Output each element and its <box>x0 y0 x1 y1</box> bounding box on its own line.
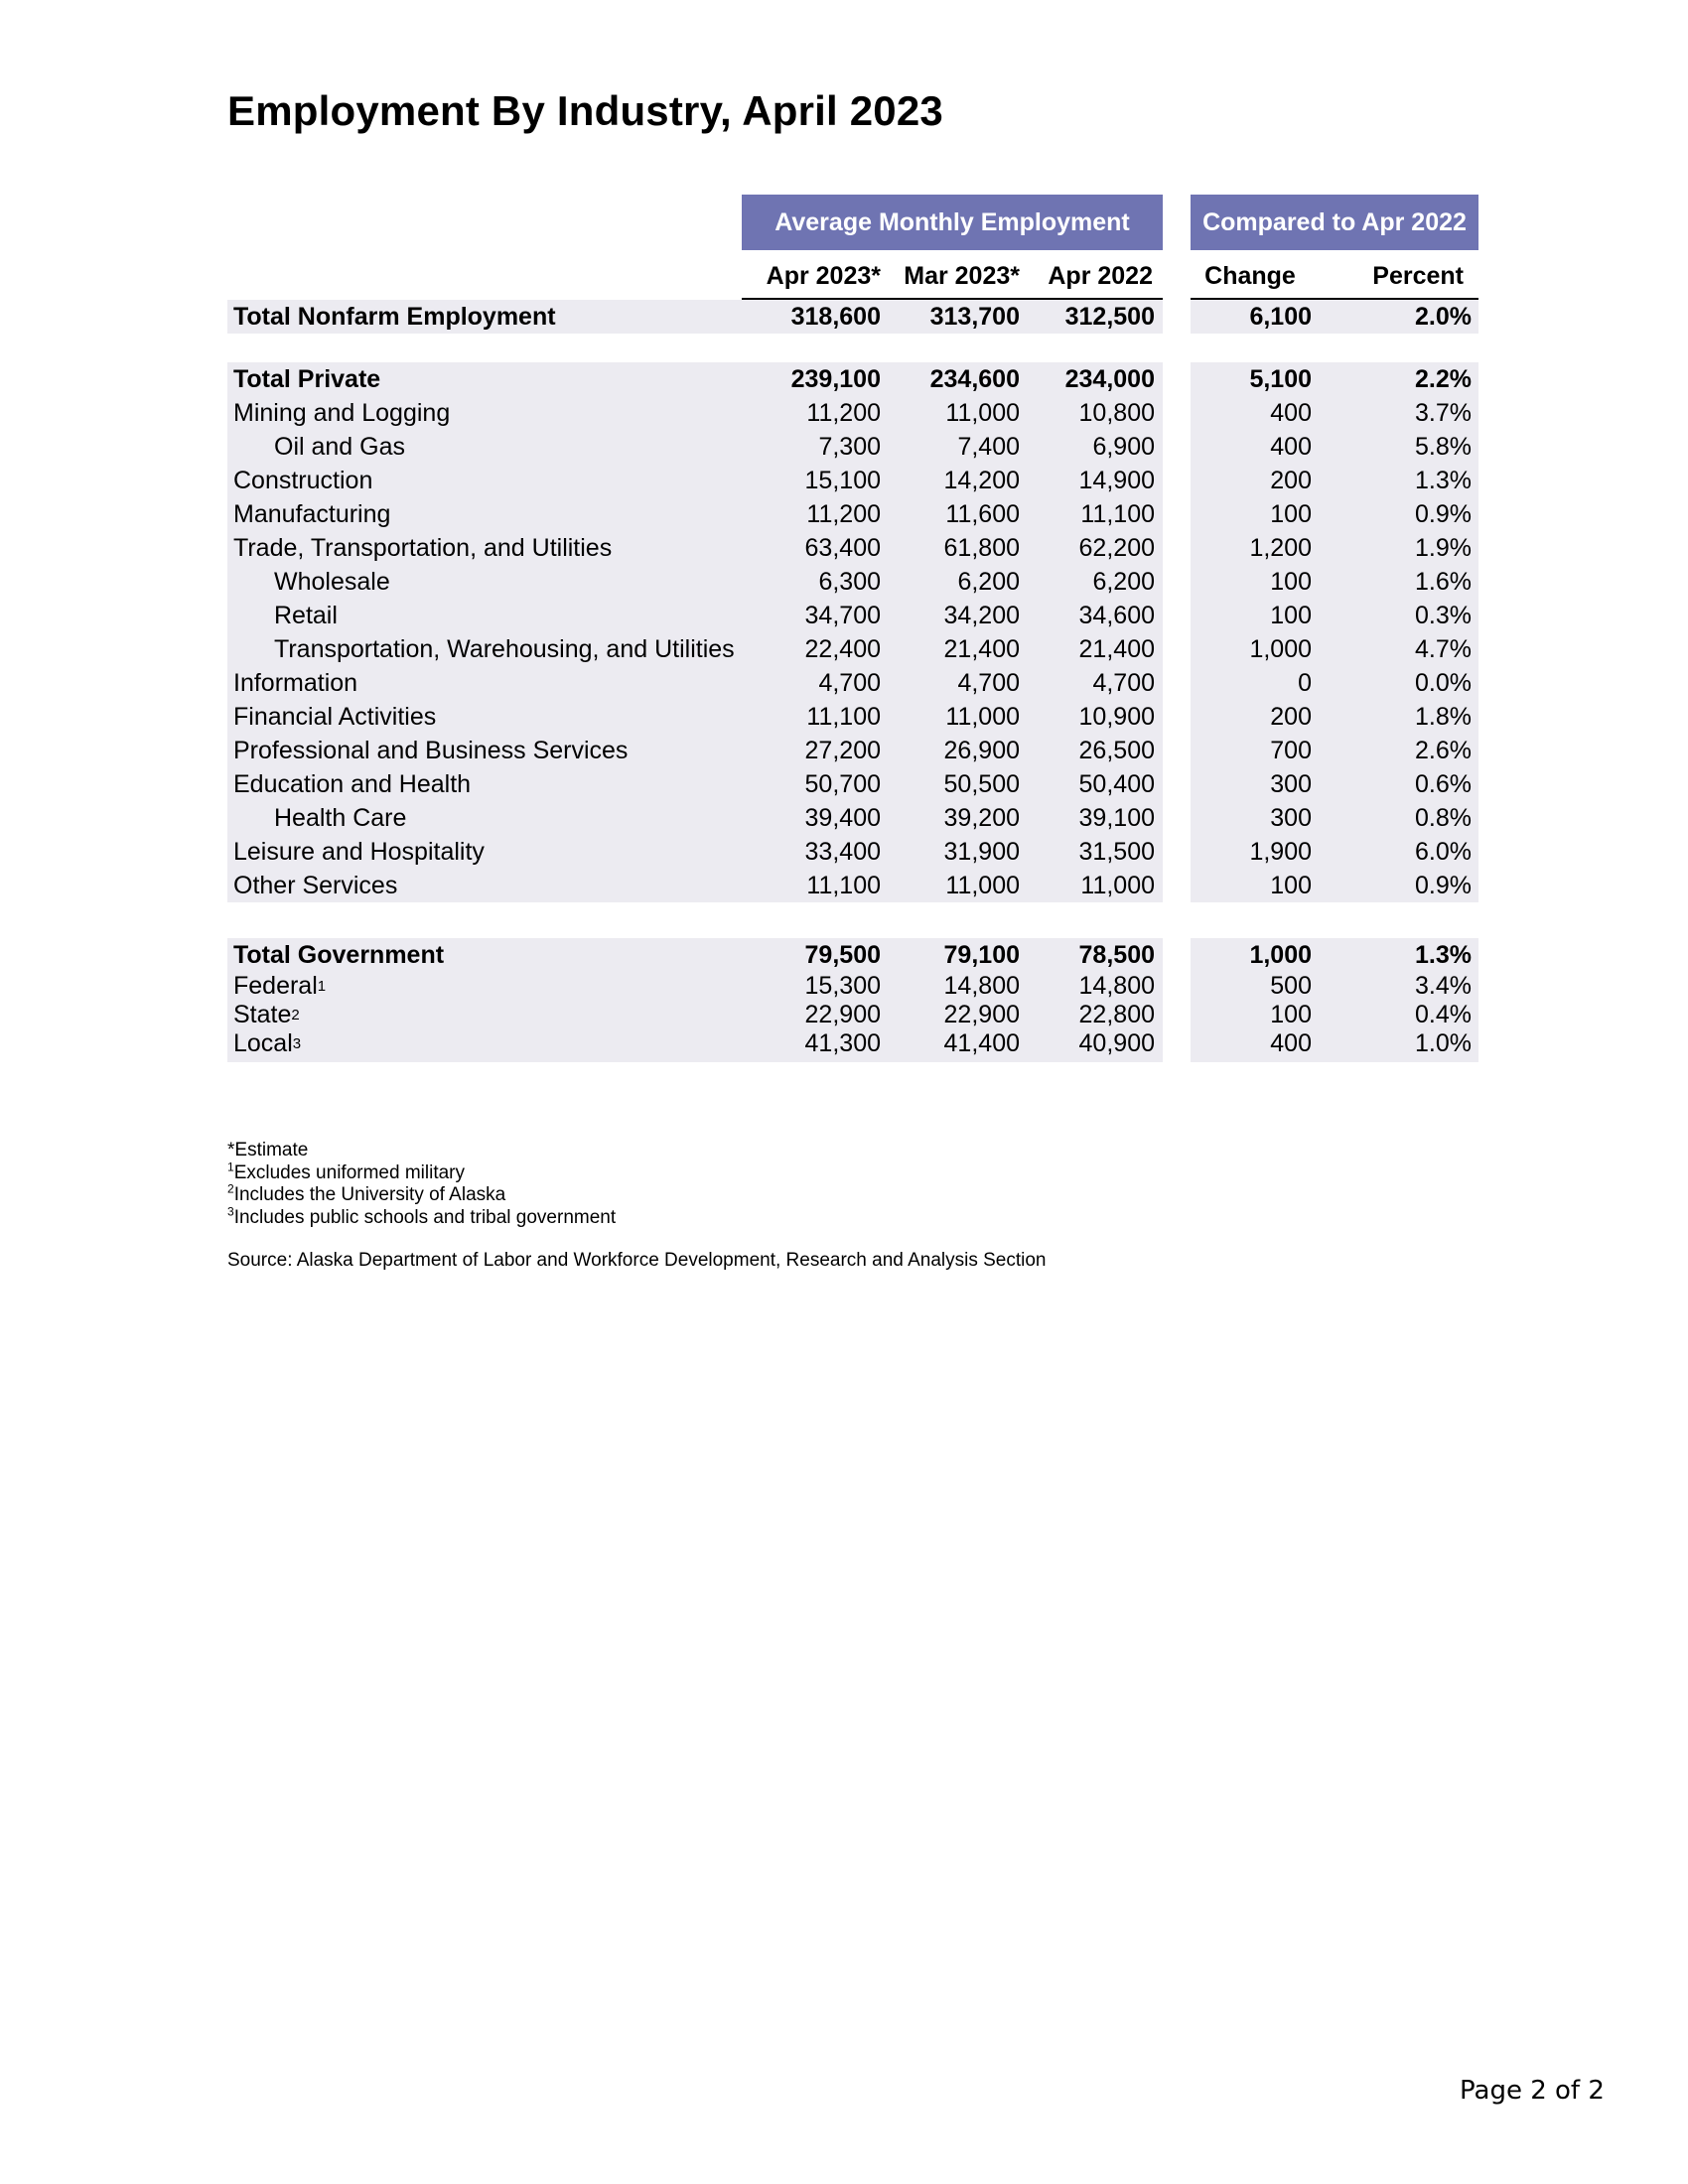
cell-percent: 0.6% <box>1415 769 1472 798</box>
cell-change: 100 <box>1270 1001 1312 1028</box>
column-header-percent: Percent <box>1372 261 1464 290</box>
page-number: Page 2 of 2 <box>1460 2076 1605 2106</box>
table-row <box>227 599 1478 632</box>
table-row <box>227 396 1478 430</box>
table-row <box>227 464 1478 497</box>
row-label-text: Education and Health <box>233 769 472 798</box>
row-label: Federal 1 <box>233 972 327 1000</box>
cell-apr2022: 78,500 <box>1078 940 1155 969</box>
cell-change: 100 <box>1270 601 1312 629</box>
cell-apr2023: 39,400 <box>804 803 881 832</box>
table-row <box>227 869 1478 902</box>
row-label-text: Total Private <box>233 364 381 393</box>
cell-apr2023: 11,100 <box>806 702 881 731</box>
cell-apr2022: 39,100 <box>1078 803 1155 832</box>
cell-apr2023: 22,400 <box>804 634 881 663</box>
table-row <box>227 1029 1478 1058</box>
column-header-apr-2023: Apr 2023* <box>766 261 881 290</box>
cell-apr2023: 318,600 <box>790 302 881 331</box>
cell-apr2022: 21,400 <box>1078 634 1155 663</box>
row-label-text: Federal <box>233 972 318 1000</box>
row-label-text: Wholesale <box>274 567 390 596</box>
table-row <box>227 972 1478 1001</box>
cell-mar2023: 41,400 <box>943 1029 1020 1057</box>
cell-mar2023: 14,800 <box>943 972 1020 1000</box>
cell-apr2023: 27,200 <box>804 736 881 764</box>
table-row <box>227 700 1478 734</box>
footnote-text: *Estimate <box>227 1140 309 1160</box>
cell-change: 700 <box>1270 736 1312 764</box>
footnote-marker: 1 <box>227 1160 234 1174</box>
cell-apr2023: 7,300 <box>818 432 881 461</box>
cell-apr2023: 4,700 <box>818 668 881 697</box>
row-label-text: Professional and Business Services <box>233 736 629 764</box>
cell-mar2023: 26,900 <box>943 736 1020 764</box>
cell-apr2022: 10,900 <box>1078 702 1155 731</box>
row-label-text: Total Government <box>233 940 445 969</box>
cell-change: 400 <box>1270 432 1312 461</box>
cell-mar2023: 34,200 <box>943 601 1020 629</box>
footnote <box>227 1204 617 1230</box>
cell-mar2023: 4,700 <box>957 668 1020 697</box>
cell-change: 300 <box>1270 769 1312 798</box>
cell-apr2022: 14,800 <box>1078 972 1155 1000</box>
cell-change: 200 <box>1270 702 1312 731</box>
table-row <box>227 666 1478 700</box>
table-row <box>227 1001 1478 1029</box>
cell-change: 300 <box>1270 803 1312 832</box>
cell-mar2023: 11,000 <box>945 398 1020 427</box>
cell-apr2023: 15,100 <box>804 466 881 494</box>
cell-change: 5,100 <box>1249 364 1312 393</box>
cell-apr2022: 234,000 <box>1064 364 1155 393</box>
row-label <box>233 300 556 334</box>
row-label <box>233 531 612 565</box>
cell-apr2023: 33,400 <box>804 837 881 866</box>
row-label <box>233 464 372 497</box>
cell-apr2023: 15,300 <box>804 972 881 1000</box>
cell-percent: 4.7% <box>1415 634 1472 663</box>
table-row <box>227 300 1478 334</box>
column-header-change: Change <box>1204 261 1296 290</box>
cell-apr2022: 312,500 <box>1064 302 1155 331</box>
row-label <box>233 869 397 902</box>
cell-mar2023: 39,200 <box>943 803 1020 832</box>
row-label-text: Mining and Logging <box>233 398 451 427</box>
cell-change: 1,200 <box>1249 533 1312 562</box>
source-note: Source: Alaska Department of Labor and Workforce Development, Research and Analysis Section <box>227 1250 1047 1271</box>
cell-percent: 0.9% <box>1415 499 1472 528</box>
cell-change: 500 <box>1270 972 1312 1000</box>
cell-mar2023: 31,900 <box>943 837 1020 866</box>
cell-apr2022: 26,500 <box>1078 736 1155 764</box>
table-group <box>227 300 1478 334</box>
cell-percent: 1.0% <box>1415 1029 1472 1057</box>
footnote-text: Includes public schools and tribal government <box>233 1206 617 1228</box>
cell-percent: 2.6% <box>1415 736 1472 764</box>
column-header-mar-2023: Mar 2023* <box>904 261 1020 290</box>
table-row <box>227 497 1478 531</box>
cell-apr2023: 11,200 <box>806 398 881 427</box>
cell-apr2023: 11,200 <box>806 499 881 528</box>
cell-apr2022: 22,800 <box>1078 1001 1155 1028</box>
row-label <box>274 632 735 666</box>
cell-percent: 0.4% <box>1415 1001 1472 1028</box>
cell-mar2023: 6,200 <box>957 567 1020 596</box>
cell-mar2023: 61,800 <box>943 533 1020 562</box>
cell-apr2023: 63,400 <box>804 533 881 562</box>
row-label-text: Financial Activities <box>233 702 437 731</box>
cell-change: 400 <box>1270 398 1312 427</box>
table-row <box>227 801 1478 835</box>
cell-apr2022: 10,800 <box>1078 398 1155 427</box>
row-label-text: Health Care <box>274 803 407 832</box>
cell-apr2022: 40,900 <box>1078 1029 1155 1057</box>
row-label-text: Trade, Transportation, and Utilities <box>233 533 613 562</box>
row-label-text: State <box>233 1001 292 1028</box>
row-label-text: Other Services <box>233 871 398 899</box>
row-label <box>233 835 485 869</box>
cell-apr2023: 41,300 <box>804 1029 881 1057</box>
cell-change: 100 <box>1270 567 1312 596</box>
cell-change: 6,100 <box>1249 302 1312 331</box>
cell-mar2023: 22,900 <box>943 1001 1020 1028</box>
cell-apr2023: 34,700 <box>804 601 881 629</box>
row-label-text: Transportation, Warehousing, and Utilities <box>274 634 735 663</box>
footnote-text: Excludes uniformed military <box>233 1161 465 1183</box>
cell-apr2023: 11,100 <box>806 871 881 899</box>
table-row <box>227 632 1478 666</box>
cell-percent: 0.9% <box>1415 871 1472 899</box>
row-label <box>233 497 390 531</box>
cell-percent: 6.0% <box>1415 837 1472 866</box>
cell-percent: 0.3% <box>1415 601 1472 629</box>
cell-change: 1,000 <box>1249 940 1312 969</box>
header-band-compared-to-apr-2022: Compared to Apr 2022 <box>1191 195 1478 250</box>
row-label-text: Local <box>233 1029 293 1057</box>
table-group <box>227 362 1478 902</box>
footnote <box>227 1162 616 1185</box>
cell-mar2023: 79,100 <box>943 940 1020 969</box>
row-label <box>233 362 380 396</box>
cell-change: 200 <box>1270 466 1312 494</box>
table-group <box>227 938 1478 1062</box>
row-label: State 2 <box>233 1001 300 1028</box>
cell-percent: 1.3% <box>1415 466 1472 494</box>
cell-apr2022: 11,000 <box>1080 871 1155 899</box>
cell-apr2022: 11,100 <box>1080 499 1155 528</box>
row-label <box>233 396 450 430</box>
row-label <box>233 938 444 972</box>
table-row <box>227 767 1478 801</box>
cell-percent: 3.4% <box>1415 972 1472 1000</box>
cell-change: 0 <box>1298 668 1312 697</box>
cell-mar2023: 234,600 <box>929 364 1020 393</box>
row-label <box>233 666 357 700</box>
row-label-text: Information <box>233 668 358 697</box>
row-label <box>274 599 338 632</box>
cell-apr2023: 79,500 <box>804 940 881 969</box>
row-label <box>233 767 471 801</box>
table-row <box>227 938 1478 972</box>
cell-percent: 1.9% <box>1415 533 1472 562</box>
cell-apr2022: 34,600 <box>1078 601 1155 629</box>
cell-mar2023: 21,400 <box>943 634 1020 663</box>
cell-percent: 5.8% <box>1415 432 1472 461</box>
cell-apr2023: 239,100 <box>790 364 881 393</box>
cell-change: 100 <box>1270 499 1312 528</box>
cell-percent: 1.6% <box>1415 567 1472 596</box>
cell-apr2022: 14,900 <box>1078 466 1155 494</box>
cell-percent: 2.0% <box>1415 302 1472 331</box>
cell-mar2023: 14,200 <box>943 466 1020 494</box>
header-band-average-monthly-employment: Average Monthly Employment <box>742 195 1163 250</box>
cell-apr2022: 31,500 <box>1078 837 1155 866</box>
cell-mar2023: 11,600 <box>945 499 1020 528</box>
cell-mar2023: 11,000 <box>945 871 1020 899</box>
cell-change: 1,900 <box>1249 837 1312 866</box>
row-label <box>274 801 406 835</box>
cell-apr2022: 50,400 <box>1078 769 1155 798</box>
row-label <box>274 430 405 464</box>
row-label <box>233 700 436 734</box>
footnotes <box>227 1140 616 1229</box>
row-label <box>274 565 390 599</box>
row-label <box>233 734 628 767</box>
footnote <box>227 1140 616 1162</box>
cell-percent: 1.3% <box>1415 940 1472 969</box>
cell-apr2023: 22,900 <box>804 1001 881 1028</box>
cell-percent: 2.2% <box>1415 364 1472 393</box>
row-label-text: Construction <box>233 466 373 494</box>
row-label-text: Retail <box>274 601 338 629</box>
cell-percent: 3.7% <box>1415 398 1472 427</box>
footnote-text: Includes the University of Alaska <box>233 1184 506 1205</box>
cell-apr2022: 6,200 <box>1092 567 1155 596</box>
cell-change: 100 <box>1270 871 1312 899</box>
row-label-text: Manufacturing <box>233 499 391 528</box>
cell-mar2023: 7,400 <box>957 432 1020 461</box>
table-row <box>227 430 1478 464</box>
table-row <box>227 531 1478 565</box>
row-label: Local 3 <box>233 1029 302 1057</box>
cell-change: 1,000 <box>1249 634 1312 663</box>
cell-apr2022: 6,900 <box>1092 432 1155 461</box>
footnote <box>227 1181 616 1207</box>
row-label-text: Leisure and Hospitality <box>233 837 485 866</box>
cell-mar2023: 11,000 <box>945 702 1020 731</box>
cell-percent: 1.8% <box>1415 702 1472 731</box>
column-header-apr-2022: Apr 2022 <box>1048 261 1153 290</box>
cell-mar2023: 50,500 <box>943 769 1020 798</box>
cell-apr2022: 62,200 <box>1078 533 1155 562</box>
cell-apr2022: 4,700 <box>1092 668 1155 697</box>
footnote-marker: 2 <box>227 1181 234 1196</box>
row-label-text: Total Nonfarm Employment <box>233 302 556 331</box>
table-row <box>227 565 1478 599</box>
cell-apr2023: 6,300 <box>818 567 881 596</box>
page-title: Employment By Industry, April 2023 <box>227 87 943 134</box>
cell-percent: 0.0% <box>1415 668 1472 697</box>
footnote-marker: 3 <box>227 1204 234 1219</box>
cell-mar2023: 313,700 <box>929 302 1020 331</box>
table-row <box>227 835 1478 869</box>
cell-percent: 0.8% <box>1415 803 1472 832</box>
table-row <box>227 362 1478 396</box>
table-row <box>227 734 1478 767</box>
cell-apr2023: 50,700 <box>804 769 881 798</box>
cell-change: 400 <box>1270 1029 1312 1057</box>
row-label-text: Oil and Gas <box>274 432 406 461</box>
